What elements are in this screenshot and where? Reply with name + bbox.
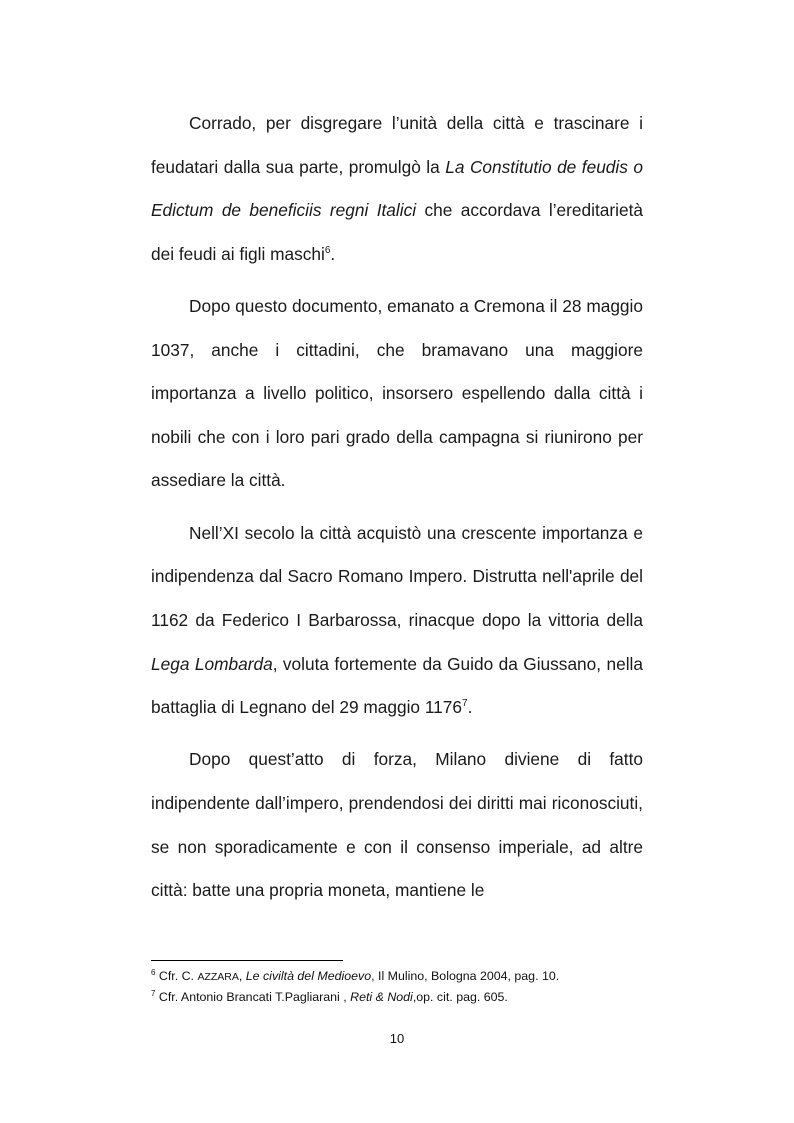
footnote-title: Reti & Nodi bbox=[350, 990, 413, 1004]
footnote-number: 6 bbox=[151, 968, 156, 977]
footnote-ref-7[interactable]: 7 bbox=[462, 698, 468, 710]
paragraph-2: Dopo questo documento, emanato a Cremona il 28 maggio 1037, anche i cittadini, che bramavano una maggiore importanza a livello politico, insorsero espellendo dalla città i nobili che con i loro pari grado della campagna si riunirono per assediare la città. bbox=[151, 296, 643, 491]
footnote-7 bbox=[151, 987, 651, 1007]
paragraph-1-text-c: . bbox=[330, 243, 336, 264]
footnote-text: , Il Mulino, Bologna 2004, pag. 10. bbox=[371, 969, 560, 983]
footnote-text: Cfr. C. bbox=[155, 969, 198, 983]
footnote-text: , bbox=[238, 969, 246, 983]
paragraph-3-text-c: . bbox=[467, 697, 473, 718]
page-number: 10 bbox=[389, 1031, 405, 1046]
paragraph-4: Dopo quest’atto di forza, Milano diviene di fatto indipendente dall’impero, prendendosi dei diritti mai riconosciuti, se non sporadicamente e con il consenso imperiale, ad altre città: batte una propria moneta, mantiene le bbox=[151, 749, 643, 901]
paragraph-3-text-a: Nell’XI secolo la città acquistò una crescente importanza e indipendenza dal Sacro Romano Impero. Distrutta nell'aprile del 1162 da Federico I Barbarossa, rinacque dopo la vittoria della bbox=[151, 522, 643, 630]
footnote-text: Cfr. Antonio Brancati T.Pagliarani , bbox=[155, 990, 351, 1004]
paragraph-1-text-a: Corrado, per disgregare l’unità della città e trascinare i feudatari dalla sua parte, promulgò la bbox=[151, 113, 643, 177]
paragraph-3-italic-name: Lega Lombarda bbox=[151, 653, 273, 674]
footnote-author: AZZARA bbox=[197, 971, 239, 983]
footnotes bbox=[151, 966, 651, 1007]
body-text bbox=[151, 102, 643, 921]
paragraph-1-text-b: che accordava l’ereditarietà dei feudi ai figli maschi bbox=[151, 200, 643, 264]
footnote-text: ,op. cit. pag. 605. bbox=[412, 990, 508, 1004]
footnote-number: 7 bbox=[151, 989, 156, 998]
footnote-6 bbox=[151, 966, 651, 987]
paragraph-3-text-b: , voluta fortemente da Guido da Giussano, nella battaglia di Legnano del 29 maggio 1176 bbox=[151, 653, 644, 718]
paragraph-1-italic-title: La Constitutio de feudis o Edictum de beneficiis regni Italici bbox=[151, 156, 643, 221]
footnote-separator bbox=[151, 960, 343, 961]
paragraph-1 bbox=[151, 102, 643, 276]
paragraph-3 bbox=[151, 512, 643, 730]
footnote-title: Le civiltà del Medioevo bbox=[245, 969, 372, 983]
footnote-ref-6[interactable]: 6 bbox=[324, 244, 331, 256]
